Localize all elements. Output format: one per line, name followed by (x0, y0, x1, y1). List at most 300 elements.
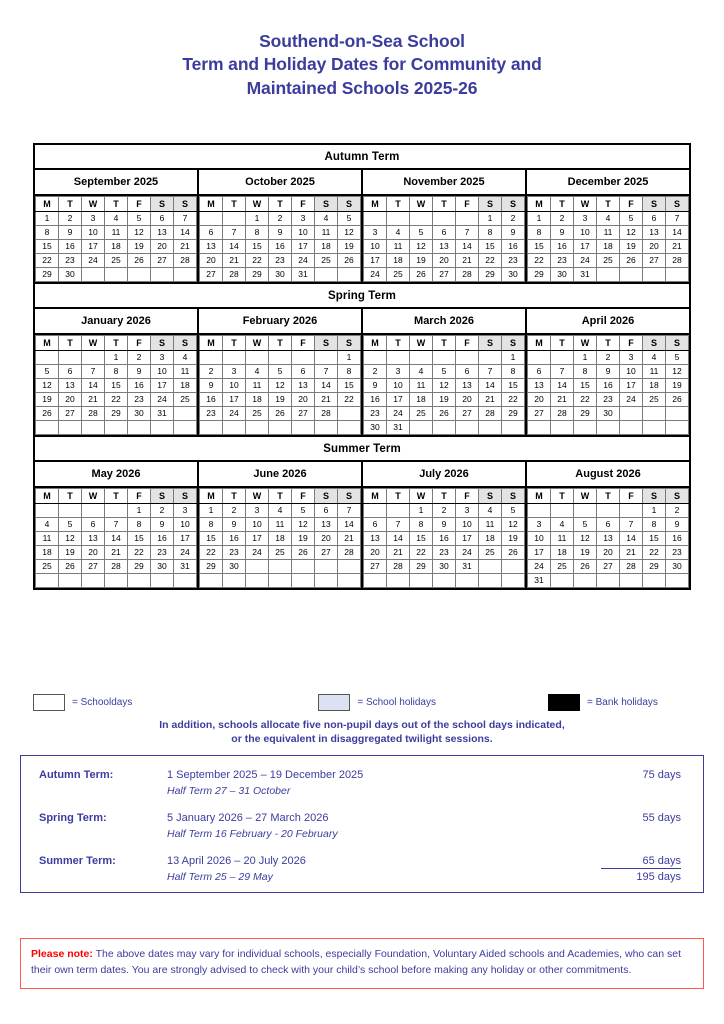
day-cell: 6 (59, 365, 82, 379)
day-cell: 21 (105, 546, 128, 560)
week-row (528, 518, 689, 532)
day-cell: 23 (551, 254, 574, 268)
day-cell: 13 (433, 240, 456, 254)
summary-halfterm-autumn: Half Term 27 – 31 October (167, 784, 291, 797)
day-cell: 3 (292, 212, 315, 226)
weekday-header-row (528, 336, 689, 351)
day-cell: 19 (620, 240, 643, 254)
weekday-header-row (364, 336, 525, 351)
day-cell: 16 (59, 240, 82, 254)
week-row (364, 560, 525, 574)
day-cell: 22 (479, 254, 502, 268)
day-cell: 13 (292, 379, 315, 393)
weekday-header-cell: S (174, 336, 197, 351)
weekday-header-cell: W (82, 489, 105, 504)
week-row (528, 546, 689, 560)
month-name: March 2026 (363, 309, 525, 335)
day-cell: 26 (128, 254, 151, 268)
week-row (200, 268, 361, 282)
week-row (36, 240, 197, 254)
day-cell (36, 504, 59, 518)
summary-label-autumn: Autumn Term: (39, 769, 114, 781)
day-cell: 15 (574, 379, 597, 393)
day-cell: 31 (574, 268, 597, 282)
day-cell: 24 (364, 268, 387, 282)
weekday-header-cell: W (246, 336, 269, 351)
day-cell: 24 (456, 546, 479, 560)
day-cell: 29 (528, 268, 551, 282)
day-cell (666, 421, 689, 435)
day-cell: 20 (59, 393, 82, 407)
week-row (200, 504, 361, 518)
day-cell: 6 (528, 365, 551, 379)
day-cell: 8 (200, 518, 223, 532)
day-cell: 25 (387, 268, 410, 282)
summary-total-days: 195 days (636, 871, 681, 883)
day-cell (200, 212, 223, 226)
day-cell (36, 351, 59, 365)
day-cell (59, 351, 82, 365)
week-row (200, 574, 361, 588)
weekday-header-row (200, 336, 361, 351)
day-cell (410, 212, 433, 226)
day-cell: 19 (410, 254, 433, 268)
day-cell: 8 (528, 226, 551, 240)
day-cell (269, 351, 292, 365)
weekday-header-cell: M (200, 489, 223, 504)
day-cell (387, 212, 410, 226)
day-cell (246, 574, 269, 588)
week-row (364, 254, 525, 268)
day-cell: 23 (597, 393, 620, 407)
day-cell: 25 (246, 407, 269, 421)
day-cell: 14 (620, 532, 643, 546)
day-cell: 25 (643, 393, 666, 407)
day-cell: 3 (246, 504, 269, 518)
weekday-header-cell: S (479, 197, 502, 212)
week-row (528, 226, 689, 240)
day-cell: 1 (643, 504, 666, 518)
weekday-header-cell: S (479, 336, 502, 351)
term-months-row (35, 170, 689, 284)
day-cell: 13 (364, 532, 387, 546)
month-name: June 2026 (199, 462, 361, 488)
month-day-grid (199, 196, 361, 282)
weekday-header-cell: T (433, 489, 456, 504)
day-cell: 29 (643, 560, 666, 574)
day-cell: 21 (174, 240, 197, 254)
day-cell: 20 (643, 240, 666, 254)
day-cell: 20 (82, 546, 105, 560)
day-cell: 21 (223, 254, 246, 268)
day-cell: 31 (292, 268, 315, 282)
day-cell: 15 (105, 379, 128, 393)
weekday-header-cell: S (502, 336, 525, 351)
title-line-2: Term and Holiday Dates for Community and (182, 54, 542, 75)
day-cell (151, 574, 174, 588)
day-cell (528, 351, 551, 365)
day-cell: 28 (666, 254, 689, 268)
day-cell: 13 (315, 518, 338, 532)
week-row (528, 393, 689, 407)
week-row (36, 546, 197, 560)
day-cell: 17 (82, 240, 105, 254)
day-cell: 16 (128, 379, 151, 393)
day-cell: 19 (59, 546, 82, 560)
day-cell: 6 (433, 226, 456, 240)
day-cell: 10 (456, 518, 479, 532)
weekday-header-cell: W (82, 197, 105, 212)
weekday-header-cell: T (223, 489, 246, 504)
day-cell: 29 (200, 560, 223, 574)
day-cell: 29 (128, 560, 151, 574)
day-cell: 4 (105, 212, 128, 226)
day-cell: 22 (105, 393, 128, 407)
day-cell (174, 421, 197, 435)
title-line-3: Maintained Schools 2025-26 (246, 77, 478, 98)
day-cell: 5 (666, 351, 689, 365)
day-cell: 11 (174, 365, 197, 379)
day-cell: 27 (597, 560, 620, 574)
day-cell: 14 (82, 379, 105, 393)
day-cell (479, 560, 502, 574)
day-cell: 22 (128, 546, 151, 560)
day-cell: 15 (528, 240, 551, 254)
day-cell (174, 268, 197, 282)
day-cell: 26 (59, 560, 82, 574)
day-cell (574, 504, 597, 518)
day-cell: 2 (223, 504, 246, 518)
day-cell: 26 (36, 407, 59, 421)
day-cell: 4 (387, 226, 410, 240)
day-cell: 15 (643, 532, 666, 546)
day-cell (456, 351, 479, 365)
day-cell: 25 (36, 560, 59, 574)
day-cell: 5 (338, 212, 361, 226)
day-cell (387, 504, 410, 518)
day-cell: 28 (620, 560, 643, 574)
week-row (364, 226, 525, 240)
day-cell: 21 (551, 393, 574, 407)
day-cell: 17 (364, 254, 387, 268)
weekday-header-cell: S (174, 489, 197, 504)
day-cell (479, 351, 502, 365)
day-cell: 18 (479, 532, 502, 546)
day-cell (643, 421, 666, 435)
day-cell: 18 (597, 240, 620, 254)
term-months-row (35, 462, 689, 588)
day-cell: 27 (292, 407, 315, 421)
day-cell: 20 (151, 240, 174, 254)
day-cell: 21 (456, 254, 479, 268)
month-day-grid (35, 335, 197, 435)
day-cell: 9 (128, 365, 151, 379)
day-cell: 27 (82, 560, 105, 574)
weekday-header-cell: T (597, 336, 620, 351)
day-cell: 31 (151, 407, 174, 421)
day-cell (82, 421, 105, 435)
day-cell: 12 (269, 379, 292, 393)
weekday-header-cell: M (528, 336, 551, 351)
day-cell (223, 212, 246, 226)
day-cell (82, 574, 105, 588)
day-cell: 21 (315, 393, 338, 407)
week-row (36, 226, 197, 240)
weekday-header-cell: T (551, 197, 574, 212)
day-cell: 7 (174, 212, 197, 226)
week-row (36, 504, 197, 518)
day-cell: 12 (128, 226, 151, 240)
week-row (528, 574, 689, 588)
please-note-body: The above dates may vary for individual schools, especially Foundation, Voluntary Aided schools and Academies, who can set their own term dates. You are strongly advised to check with your child’s school before making any holiday or other commitments. (31, 948, 682, 976)
day-cell (269, 574, 292, 588)
week-row (36, 421, 197, 435)
day-cell: 7 (666, 212, 689, 226)
day-cell: 11 (551, 532, 574, 546)
weekday-header-cell: S (502, 489, 525, 504)
day-cell: 22 (528, 254, 551, 268)
legend-item-bank-holidays (548, 694, 658, 711)
day-cell: 1 (528, 212, 551, 226)
weekday-header-cell: F (292, 489, 315, 504)
weekday-header-cell: T (387, 489, 410, 504)
day-cell: 2 (666, 504, 689, 518)
day-cell: 28 (315, 407, 338, 421)
day-cell: 5 (59, 518, 82, 532)
day-cell: 3 (456, 504, 479, 518)
day-cell: 25 (410, 407, 433, 421)
day-cell: 11 (643, 365, 666, 379)
day-cell: 2 (364, 365, 387, 379)
day-cell: 10 (620, 365, 643, 379)
term-band: Autumn Term (35, 145, 689, 170)
week-row (200, 212, 361, 226)
day-cell: 19 (433, 393, 456, 407)
month-day-grid (199, 335, 361, 435)
day-cell: 7 (456, 226, 479, 240)
day-cell: 30 (128, 407, 151, 421)
day-cell: 26 (433, 407, 456, 421)
week-row (200, 254, 361, 268)
day-cell: 31 (387, 421, 410, 435)
summary-row-spring (39, 811, 681, 842)
day-cell: 24 (174, 546, 197, 560)
day-cell (82, 351, 105, 365)
day-cell: 3 (82, 212, 105, 226)
weekday-header-cell: W (246, 197, 269, 212)
weekday-header-row (364, 197, 525, 212)
day-cell: 8 (410, 518, 433, 532)
month-day-grid (199, 488, 361, 588)
weekday-header-cell: S (338, 197, 361, 212)
day-cell (502, 574, 525, 588)
day-cell: 15 (410, 532, 433, 546)
day-cell: 3 (574, 212, 597, 226)
month-block (199, 309, 363, 435)
day-cell: 1 (200, 504, 223, 518)
day-cell (620, 574, 643, 588)
day-cell (364, 504, 387, 518)
day-cell: 1 (105, 351, 128, 365)
weekday-header-cell: S (151, 197, 174, 212)
day-cell (456, 212, 479, 226)
day-cell: 9 (364, 379, 387, 393)
day-cell: 2 (151, 504, 174, 518)
day-cell: 26 (620, 254, 643, 268)
weekday-header-cell: W (410, 336, 433, 351)
day-cell: 6 (456, 365, 479, 379)
week-row (200, 560, 361, 574)
day-cell: 30 (364, 421, 387, 435)
day-cell (105, 421, 128, 435)
day-cell: 31 (528, 574, 551, 588)
week-row (528, 504, 689, 518)
month-name: April 2026 (527, 309, 689, 335)
day-cell: 26 (338, 254, 361, 268)
day-cell: 22 (200, 546, 223, 560)
summary-days-spring: 55 days (642, 812, 681, 825)
day-cell: 2 (597, 351, 620, 365)
day-cell: 13 (151, 226, 174, 240)
swatch-bank-holiday-icon (548, 694, 580, 711)
week-row (200, 379, 361, 393)
day-cell: 9 (502, 226, 525, 240)
weekday-header-cell: S (315, 197, 338, 212)
day-cell (364, 574, 387, 588)
week-row (364, 268, 525, 282)
weekday-header-cell: W (574, 489, 597, 504)
day-cell: 7 (105, 518, 128, 532)
week-row (528, 532, 689, 546)
day-cell: 21 (479, 393, 502, 407)
week-row (528, 268, 689, 282)
day-cell (338, 560, 361, 574)
weekday-header-cell: S (338, 336, 361, 351)
day-cell: 27 (456, 407, 479, 421)
day-cell: 19 (502, 532, 525, 546)
day-cell: 11 (105, 226, 128, 240)
day-cell: 10 (246, 518, 269, 532)
weekday-header-cell: W (246, 489, 269, 504)
day-cell: 16 (502, 240, 525, 254)
weekday-header-cell: T (59, 197, 82, 212)
summary-total-rule (601, 868, 681, 869)
weekday-header-cell: T (269, 489, 292, 504)
term-band: Summer Term (35, 437, 689, 462)
day-cell: 17 (574, 240, 597, 254)
week-row (36, 212, 197, 226)
weekday-header-cell: S (151, 336, 174, 351)
day-cell: 27 (364, 560, 387, 574)
day-cell: 30 (59, 268, 82, 282)
day-cell (59, 421, 82, 435)
month-name: February 2026 (199, 309, 361, 335)
day-cell (128, 421, 151, 435)
week-row (36, 518, 197, 532)
week-row (36, 532, 197, 546)
weekday-header-cell: M (200, 336, 223, 351)
day-cell: 30 (269, 268, 292, 282)
day-cell: 1 (128, 504, 151, 518)
day-cell: 7 (223, 226, 246, 240)
day-cell: 4 (643, 351, 666, 365)
day-cell: 11 (36, 532, 59, 546)
day-cell (36, 421, 59, 435)
day-cell: 16 (597, 379, 620, 393)
weekday-header-cell: F (128, 197, 151, 212)
non-pupil-days-note (33, 718, 691, 746)
day-cell: 6 (315, 504, 338, 518)
day-cell: 19 (128, 240, 151, 254)
day-cell: 23 (151, 546, 174, 560)
day-cell: 23 (59, 254, 82, 268)
day-cell: 24 (151, 393, 174, 407)
day-cell (387, 351, 410, 365)
day-cell: 27 (59, 407, 82, 421)
day-cell: 8 (246, 226, 269, 240)
day-cell: 19 (292, 532, 315, 546)
weekday-header-cell: T (269, 197, 292, 212)
day-cell: 31 (456, 560, 479, 574)
day-cell: 19 (666, 379, 689, 393)
day-cell: 24 (223, 407, 246, 421)
week-row (528, 254, 689, 268)
week-row (364, 532, 525, 546)
day-cell: 12 (292, 518, 315, 532)
month-block (527, 170, 689, 282)
day-cell: 1 (410, 504, 433, 518)
month-block (35, 462, 199, 588)
day-cell: 18 (269, 532, 292, 546)
day-cell: 12 (338, 226, 361, 240)
week-row (36, 393, 197, 407)
day-cell: 18 (174, 379, 197, 393)
day-cell: 9 (551, 226, 574, 240)
day-cell (456, 421, 479, 435)
day-cell (433, 351, 456, 365)
summary-label-summer: Summer Term: (39, 855, 116, 868)
day-cell: 20 (315, 532, 338, 546)
day-cell: 12 (620, 226, 643, 240)
day-cell: 9 (59, 226, 82, 240)
day-cell: 21 (82, 393, 105, 407)
day-cell: 22 (338, 393, 361, 407)
day-cell: 14 (174, 226, 197, 240)
day-cell: 18 (643, 379, 666, 393)
weekday-header-cell: S (666, 489, 689, 504)
day-cell (315, 351, 338, 365)
day-cell (410, 421, 433, 435)
weekday-header-cell: S (643, 197, 666, 212)
weekday-header-cell: M (36, 489, 59, 504)
day-cell: 14 (456, 240, 479, 254)
day-cell (36, 574, 59, 588)
day-cell: 7 (82, 365, 105, 379)
weekday-header-cell: F (128, 336, 151, 351)
day-cell: 21 (387, 546, 410, 560)
day-cell: 17 (246, 532, 269, 546)
day-cell: 9 (223, 518, 246, 532)
weekday-header-cell: M (528, 489, 551, 504)
day-cell (410, 351, 433, 365)
day-cell: 3 (174, 504, 197, 518)
day-cell: 19 (269, 393, 292, 407)
weekday-header-cell: T (387, 197, 410, 212)
summary-range-autumn: 1 September 2025 – 19 December 2025 (167, 769, 364, 781)
weekday-header-cell: S (666, 336, 689, 351)
swatch-holiday-icon (318, 694, 350, 711)
day-cell: 6 (82, 518, 105, 532)
